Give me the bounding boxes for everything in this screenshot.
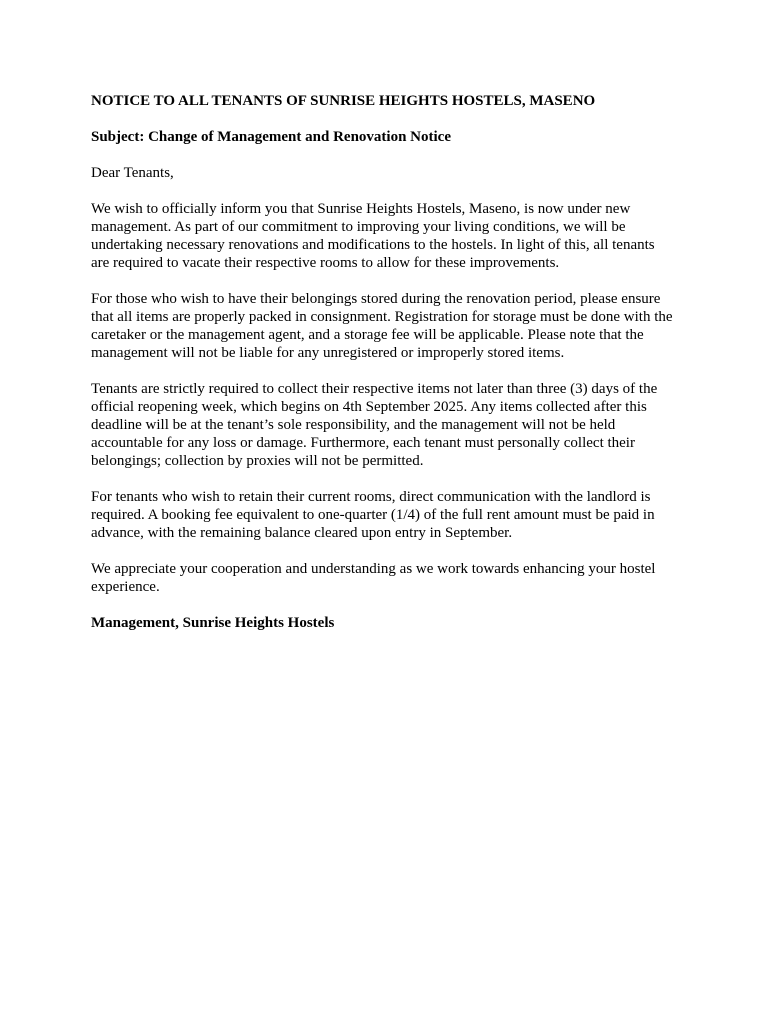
- paragraph-closing: [91, 560, 679, 596]
- paragraph-line: Tenants are strictly required to collect their respective items not later than three (3) days of the: [91, 381, 658, 397]
- paragraph-collection-deadline: [91, 380, 679, 470]
- salutation: Dear Tenants,: [91, 165, 174, 181]
- paragraph-line: that all items are properly packed in consignment. Registration for storage must be done with the: [91, 309, 673, 325]
- paragraph-line: undertaking necessary renovations and modifications to the hostels. In light of this, all tenants: [91, 237, 655, 253]
- paragraph-line: advance, with the remaining balance cleared upon entry in September.: [91, 525, 513, 541]
- notice-title: NOTICE TO ALL TENANTS OF SUNRISE HEIGHTS HOSTELS, MASENO: [91, 93, 596, 109]
- paragraph-line: For tenants who wish to retain their current rooms, direct communication with the landlord is: [91, 489, 651, 505]
- notice-body: [91, 92, 679, 650]
- paragraph-line: caretaker or the management agent, and a storage fee will be applicable. Please note that the: [91, 327, 644, 343]
- paragraph-line: accountable for any loss or damage. Furthermore, each tenant must personally collect their: [91, 435, 635, 451]
- paragraph-room-retention: [91, 488, 679, 542]
- signature: Management, Sunrise Heights Hostels: [91, 615, 335, 631]
- paragraph-line: We appreciate your cooperation and understanding as we work towards enhancing your hostel: [91, 561, 656, 577]
- paragraph-storage: [91, 290, 679, 362]
- notice-subject: Subject: Change of Management and Renovation Notice: [91, 129, 451, 145]
- paragraph-line: management will not be liable for any unregistered or improperly stored items.: [91, 345, 565, 361]
- paragraph-vacate-notice: [91, 200, 679, 272]
- paragraph-line: deadline will be at the tenant’s sole responsibility, and the management will not be held: [91, 417, 616, 433]
- paragraph-line: are required to vacate their respective rooms to allow for these improvements.: [91, 255, 560, 271]
- paragraph-line: For those who wish to have their belongings stored during the renovation period, please ensure: [91, 291, 661, 307]
- paragraph-line: We wish to officially inform you that Sunrise Heights Hostels, Maseno, is now under new: [91, 201, 631, 217]
- paragraph-line: belongings; collection by proxies will not be permitted.: [91, 453, 424, 469]
- paragraph-line: experience.: [91, 579, 160, 595]
- paragraph-line: required. A booking fee equivalent to one-quarter (1/4) of the full rent amount must be paid in: [91, 507, 655, 523]
- paragraph-line: management. As part of our commitment to improving your living conditions, we will be: [91, 219, 626, 235]
- paragraph-line: official reopening week, which begins on 4th September 2025. Any items collected after this: [91, 399, 647, 415]
